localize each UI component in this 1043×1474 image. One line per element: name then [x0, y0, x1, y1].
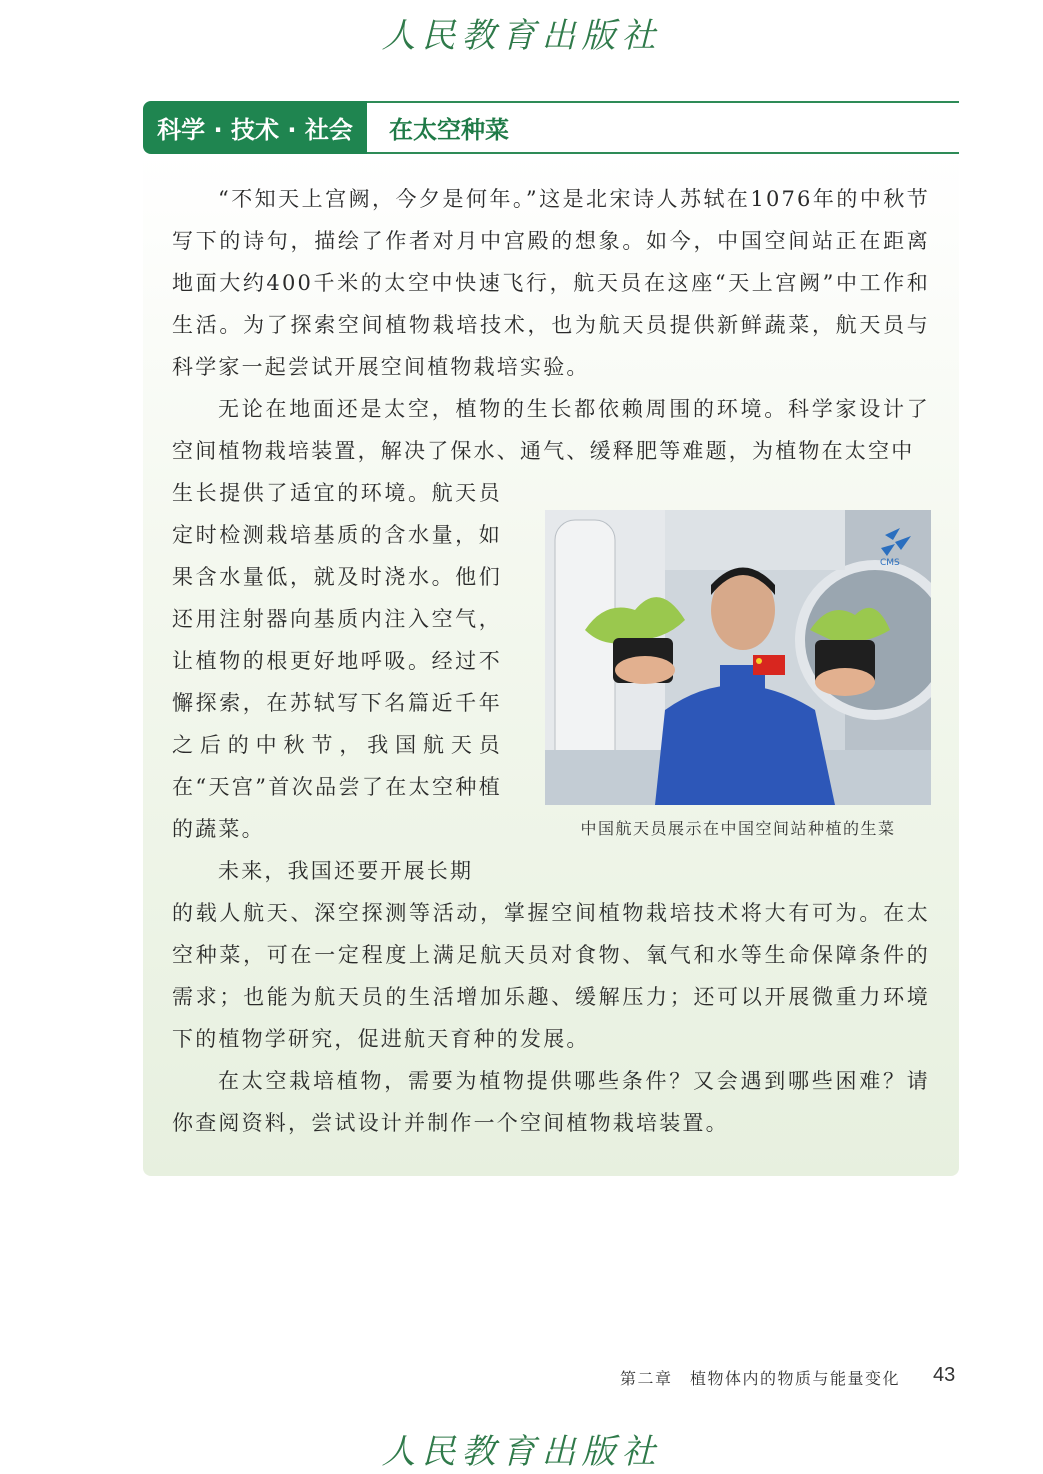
- paragraph-future-cont: 的载人航天、深空探测等活动，掌握空间植物栽培技术将大有可为。在太空种菜，可在一定程度上满足航天员对食物、氧气和水等生命保障条件的需求；也能为航天员的生活增加乐趣、缓解压力；还可以开展微重力环境下的植物学研究，促进航天育种的发展。: [172, 901, 930, 1051]
- paragraph-environment-cont: 生长提供了适宜的环境。航天员定时检测栽培基质的含水量，如果含水量低，就及时浇水。他们还用注射器向基质内注入空气，让植物的根更好地呼吸。经过不懈探索，在苏轼写下名篇近千年之后的中秋节，我国航天员在“天宫”首次品尝了在太空种植的蔬菜。: [172, 481, 502, 841]
- section-title: 在太空种菜: [389, 116, 509, 144]
- publisher-logo-bottom: 人民教育出版社: [381, 1432, 662, 1472]
- astronaut-photo: [545, 510, 931, 805]
- section-header: [143, 101, 959, 154]
- paragraph-intro: “不知天上宫阙，今夕是何年。”这是北宋诗人苏轼在1076年的中秋节写下的诗句，描绘了作者对月中宫殿的想象。如今，中国空间站正在距离地面大约400千米的太空中快速飞行，航天员在这座“天上宫阙”中工作和生活。为了探索空间植物栽培技术，也为航天员提供新鲜蔬菜，航天员与科学家一起尝试开展空间植物栽培实验。: [172, 187, 930, 379]
- section-tag: 科学 · 技术 · 社会: [143, 101, 367, 154]
- publisher-logo-top: 人民教育出版社: [381, 16, 662, 56]
- footer-chapter: 第二章 植物体内的物质与能量变化: [620, 1369, 901, 1388]
- photo-caption: 中国航天员展示在中国空间站种植的生菜: [580, 819, 896, 838]
- paragraph-environment: 无论在地面还是太空，植物的生长都依赖周围的环境。科学家设计了空间植物栽培装置，解决了保水、通气、缓释肥等难题，为植物在太空中: [172, 397, 930, 463]
- page-number: 43: [933, 1364, 956, 1386]
- paragraph-future: 未来，我国还要开展长期: [218, 859, 474, 883]
- cms-logo-text: CMS: [880, 558, 900, 568]
- paragraph-task: 在太空栽培植物，需要为植物提供哪些条件？又会遇到哪些困难？请你查阅资料，尝试设计并制作一个空间植物栽培装置。: [172, 1069, 930, 1135]
